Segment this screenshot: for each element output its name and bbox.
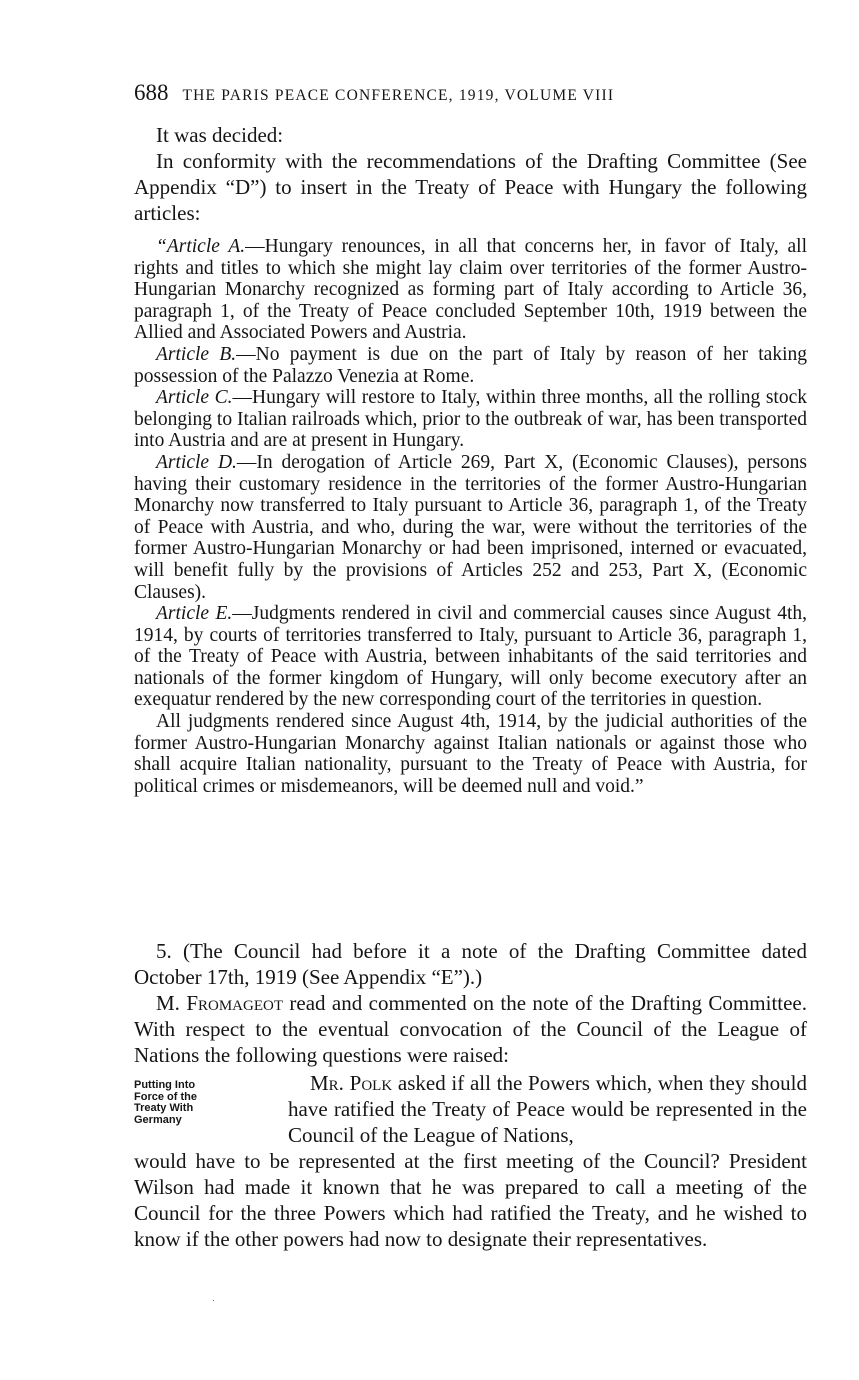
article-e [134, 603, 807, 711]
polk-paragraph-continued: would have to be represented at the first meeting of the Council? President Wilson had made it known that he was prepared to call a meeting of the Council for the three Powers which had ratified the Treaty, and he wished to know if the other powers had now to designate their representatives. [134, 1149, 807, 1251]
polk-paragraph-start [288, 1070, 807, 1148]
article-e-text: —Judgments rendered in civil and commercial causes since August 4th, 1914, by courts of territories transferred to Italy, pursuant to Article 36, paragraph 1, of the Treaty of Peace with Austria, between inhabitants of the said territories and nationals of the former kingdom of Hungary, will only become executory after an exequatur rendered by the new corresponding court of the territories in question. [134, 603, 807, 711]
article-c [134, 387, 807, 452]
running-header [134, 80, 814, 106]
judgments-paragraph: All judgments rendered since August 4th, 1914, by the judicial authorities of the former Austro-Hungarian Monarchy against Italian nationals or against those who shall acquire Italian nationality, pursuant to the Treaty of Peace with Austria, for political crimes or misdemeanors, will be deemed null and void.” [134, 711, 807, 797]
page-number: 688 [134, 80, 169, 105]
side-note-line: Treaty With [134, 1102, 194, 1114]
polk-continued-text [134, 1148, 807, 1252]
margin-side-note [134, 1080, 244, 1126]
fromageot-name: M. Fromageot [156, 991, 283, 1015]
article-a [134, 236, 807, 344]
side-note-line: Putting Into [134, 1079, 196, 1091]
article-b-label: Article B. [156, 343, 237, 365]
article-e-label: Article E. [156, 603, 233, 625]
article-d [134, 452, 807, 603]
decision-section [134, 122, 807, 226]
fromageot-text: read and commented on the note of the Drafting Committee. With respect to the eventual convocation of the Council of the League of Nations the following questions were raised: [134, 991, 807, 1067]
running-title: THE PARIS PEACE CONFERENCE, 1919, VOLUME VIII [182, 87, 615, 104]
article-c-label: Article C. [156, 387, 233, 409]
decision-intro: It was decided: [156, 123, 284, 147]
side-note-line: Force of the [134, 1090, 197, 1103]
polk-text-wrapped: asked if all the Powers which, when they should have ratified the Treaty of Peace would be represented in the Council of the League of Nations, [288, 1071, 807, 1147]
article-a-text: —Hungary renounces, in all that concerns her, in favor of Italy, all rights and titles to which she might lay claim over territories of the former Austro-Hungarian Monarchy recognized as forming part of Italy according to Article 36, paragraph 1, of the Treaty of Peace concluded September 10th, 1919 between the Allied and Associated Powers and Austria. [134, 236, 808, 344]
article-c-text: —Hungary will restore to Italy, within three months, all the rolling stock belonging to Italian railroads which, prior to the outbreak of war, has been transported into Austria and are at present in Hungary. [134, 387, 807, 452]
fromageot-paragraph [134, 990, 807, 1068]
print-speck [213, 1300, 214, 1301]
polk-name: Mr. Polk [310, 1071, 393, 1095]
article-a-label: “Article A. [156, 236, 246, 257]
article-d-text: —In derogation of Article 269, Part X, (Economic Clauses), persons having their customary residence in the territories of the former Austro-Hungarian Monarchy now transferred to Italy pursuant to Article 36, paragraph 1, of the Treaty of Peace with Austria, and who, during the war, were without the territories of the former Austro-Hungarian Monarchy or had been imprisoned, interned or evacuated, will benefit fully by the provisions of Articles 252 and 253, Part X, (Economic Clauses). [134, 451, 807, 603]
article-d-label: Article D. [156, 451, 237, 473]
item-5-section [134, 938, 807, 1068]
polk-wrapped-text [288, 1070, 807, 1148]
article-b-text: —No payment is due on the part of Italy by reason of her taking possession of the Palazzo Venezia at Rome. [134, 343, 807, 387]
item-5-paragraph: 5. (The Council had before it a note of the Drafting Committee dated October 17th, 1919 (See Appendix “E”).) [134, 939, 807, 989]
decision-paragraph: In conformity with the recommendations of the Drafting Committee (See Appendix “D”) to insert in the Treaty of Peace with Hungary the following articles: [134, 149, 807, 225]
side-note-line: Germany [134, 1113, 182, 1126]
articles-quote [134, 236, 807, 797]
article-b [134, 344, 807, 387]
